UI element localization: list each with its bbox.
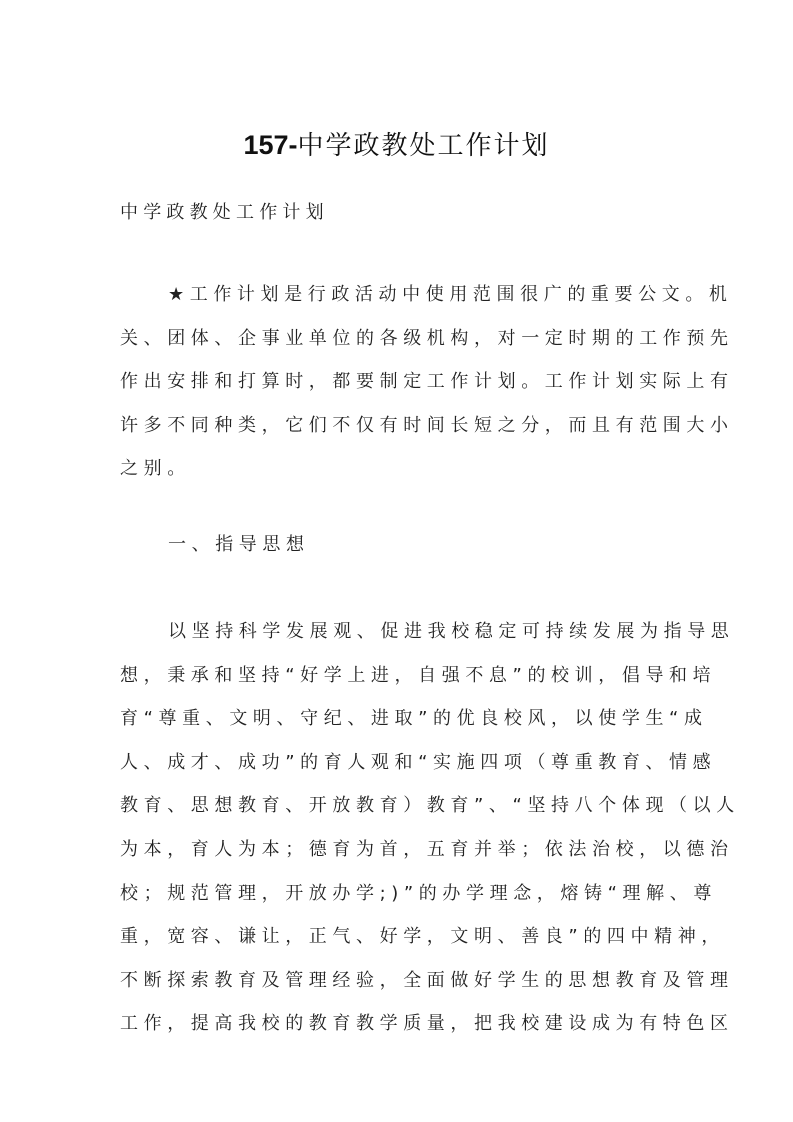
- paragraph-line: 不断探索教育及管理经验，全面做好学生的思想教育及管理: [120, 969, 734, 991]
- paragraph-line: 以坚持科学发展观、促进我校稳定可持续发展为指导思: [168, 621, 735, 642]
- paragraph-line: 育“尊重、文明、守纪、进取”的优良校风，以使学生“成: [120, 708, 708, 730]
- paragraph-line: 想，秉承和坚持“好学上进，自强不息”的校训，倡导和培: [120, 664, 717, 686]
- guiding-ideology-paragraph: [120, 610, 740, 1046]
- paragraph-line: 为本，育人为本；德育为首，五育并举；依法治校，以德治: [120, 838, 734, 860]
- paragraph-line: 教育、思想教育、开放教育）教育”、“坚持八个体现（以人: [120, 795, 740, 817]
- title-text: 中学政教处工作计划: [297, 131, 550, 161]
- paragraph-line: 工作，提高我校的教育教学质量，把我校建设成为有特色区: [120, 1013, 734, 1035]
- paragraph-line: 校；规范管理，开放办学;)”的办学理念，熔铸“理解、尊: [120, 882, 717, 904]
- paragraph-line: 作出安排和打算时，都要制定工作计划。工作计划实际上有: [120, 371, 734, 393]
- paragraph-line: ★工作计划是行政活动中使用范围很广的重要公文。机: [168, 284, 733, 305]
- paragraph-line: 人、成才、成功”的育人观和“实施四项（尊重教育、情感: [120, 751, 717, 773]
- title-number: 157-: [243, 130, 298, 160]
- document-title: [0, 126, 793, 165]
- paragraph-line: 之别。: [120, 458, 191, 480]
- paragraph-line: 许多不同种类，它们不仅有时间长短之分，而且有范围大小: [120, 414, 734, 436]
- section-heading-guiding-ideology: 一、指导思想: [168, 534, 310, 555]
- document-subtitle: 中学政教处工作计划: [120, 202, 329, 223]
- intro-paragraph: [120, 273, 734, 491]
- paragraph-line: 关、团体、企事业单位的各级机构，对一定时期的工作预先: [120, 327, 734, 349]
- paragraph-line: 重，宽容、谦让，正气、好学，文明、善良”的四中精神，: [120, 926, 725, 948]
